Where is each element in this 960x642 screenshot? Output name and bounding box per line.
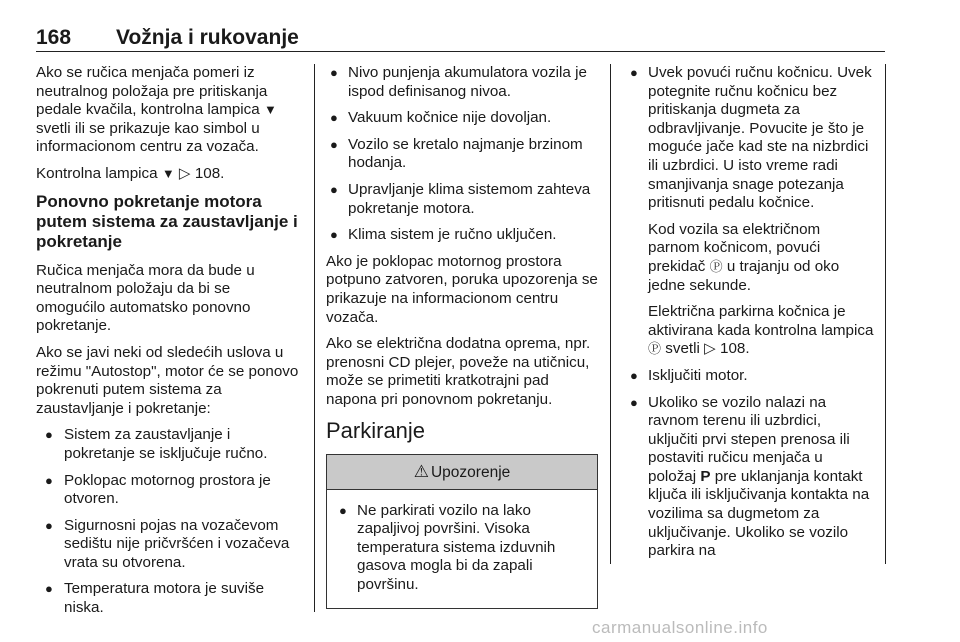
sub-paragraph: Električna parkirna kočnica je aktivirana kada kontrolna lampica Ⓟ svetli ▷ 108. — [648, 303, 874, 358]
bullet-icon: ● — [330, 181, 338, 197]
column-2 — [326, 64, 598, 609]
list-item: ● Temperatura motora je suviše niska. — [45, 580, 265, 617]
car-stop-start-icon: ▼︎ — [263, 102, 277, 118]
bullet-icon: ● — [330, 136, 338, 152]
warning-body — [327, 490, 597, 609]
list-item: ● Vakuum kočnice nije dovoljan. — [330, 109, 552, 127]
parking-brake-icon: Ⓟ — [709, 258, 723, 274]
car-stop-start-icon: ▼︎ — [161, 165, 175, 181]
bullet-list — [626, 367, 874, 561]
bullet-icon: ● — [330, 227, 338, 243]
column-divider-3 — [885, 64, 886, 564]
warning-header — [327, 455, 597, 490]
page-ref-arrow-icon: ▷ — [178, 164, 191, 182]
header-rule — [36, 51, 885, 52]
column-3 — [626, 64, 874, 569]
list-item: ● Uvek povući ručnu kočnicu. Uvek potegnite ručnu kočnicu bez pritiskanja dugmeta za odbravljivanje. Povucite je što je moguće jače kad ste na nizbrdici ili uzbrdici. U isto vreme radi smanjivanja snage potezanja pritisnuti pedalu kočnice. — [630, 64, 872, 212]
paragraph: Ručica menjača mora da bude u neutralnom položaju da bi se omogućilo automatsko ponovno pokretanje. — [36, 261, 255, 335]
bullet-list — [326, 64, 598, 245]
page-ref-arrow-icon: ▷ — [704, 340, 716, 358]
column-1 — [36, 64, 300, 626]
paragraph: Ako se javi neki od sledećih uslova u režimu "Autostop", motor će se ponovo pokrenuti putem sistema za zaustavljanje i pokretanje: — [36, 343, 299, 417]
list-item: ● Isključiti motor. — [630, 366, 748, 384]
list-item: ● Ukoliko se vozilo nalazi na ravnom terenu ili uzbrdici, uključiti prvi stepen prenosa ili postaviti ručicu menjača u položaj P pre uklanjanja kontakt ključa ili isključivanja kontakta na vozilima sa dugmetom za uključivanje. Ukoliko se vozilo parkira na — [630, 393, 870, 560]
list-item: ● Poklopac motornog prostora je otvoren. — [45, 471, 271, 508]
bullet-list — [36, 426, 300, 617]
page-header — [36, 26, 886, 52]
list-item: ● Vozilo se kretalo najmanje brzinom hodanja. — [330, 135, 583, 172]
bullet-icon: ● — [45, 581, 53, 597]
list-item: ● Klima sistem je ručno uključen. — [330, 226, 557, 244]
bullet-icon: ● — [330, 65, 338, 80]
paragraph: Ako se ručica menjača pomeri iz neutralnog položaja pre pritiskanja pedale kvačila, kontrolna lampica ▼︎ svetli ili se prikazuje kao simbol u informacionom centru za vozača. — [36, 64, 277, 156]
bullet-icon: ● — [330, 110, 338, 126]
bullet-list — [335, 502, 589, 595]
watermark: carmanualsonline.info — [592, 618, 768, 637]
warning-triangle-icon: ⚠︎ — [413, 461, 429, 481]
bullet-icon: ● — [45, 517, 53, 533]
bullet-icon: ● — [45, 472, 53, 488]
warning-box — [326, 454, 598, 610]
paragraph: Ako se električna dodatna oprema, npr. prenosni CD plejer, poveže na utičnicu, može se primetiti kratkotrajni pad napona pri ponovnom pokretanju. — [326, 335, 591, 408]
warning-title: Upozorenje — [430, 463, 511, 481]
paragraph: Ako je poklopac motornog prostora potpuno zatvoren, poruka upozorenja se prikazuje na informacionom centru vozača. — [326, 252, 598, 326]
bullet-icon: ● — [630, 394, 638, 410]
column-divider-2 — [610, 64, 611, 564]
column-divider-1 — [314, 64, 315, 612]
page-number: 168 — [36, 26, 72, 49]
bullet-icon: ● — [630, 367, 638, 383]
bullet-icon: ● — [630, 65, 638, 80]
section-heading: Ponovno pokretanje motora putem sistema za zaustavljanje i pokretanje — [36, 191, 298, 251]
bullet-icon: ● — [339, 502, 347, 518]
list-item: ● Nivo punjenja akumulatora vozila je ispod definisanog nivoa. — [330, 64, 587, 100]
paragraph: Kontrolna lampica ▼︎ ▷ 108. — [36, 164, 225, 182]
parking-brake-icon: Ⓟ — [648, 341, 662, 357]
section-heading: Parkiranje — [326, 417, 426, 443]
list-item: ● Sigurnosni pojas na vozačevom sedištu nije pričvršćen i vozačeva vrata su otvorena. — [45, 516, 290, 571]
bullet-icon: ● — [45, 427, 53, 443]
list-item: ● Upravljanje klima sistemom zahteva pokretanje motora. — [330, 180, 591, 217]
list-item: ● Sistem za zaustavljanje i pokretanje se isključuje ručno. — [45, 426, 268, 462]
section-title: Vožnja i rukovanje — [116, 26, 299, 49]
bullet-list — [626, 64, 874, 213]
sub-paragraph: Kod vozila sa električnom parnom kočnicom, povući prekidač Ⓟ u trajanju od oko jedne sekunde. — [648, 220, 840, 294]
list-item: ● Ne parkirati vozilo na lako zapaljivoj površini. Visoka temperatura sistema izduvnih gasova mogla bi da zapali površinu. — [339, 501, 556, 593]
